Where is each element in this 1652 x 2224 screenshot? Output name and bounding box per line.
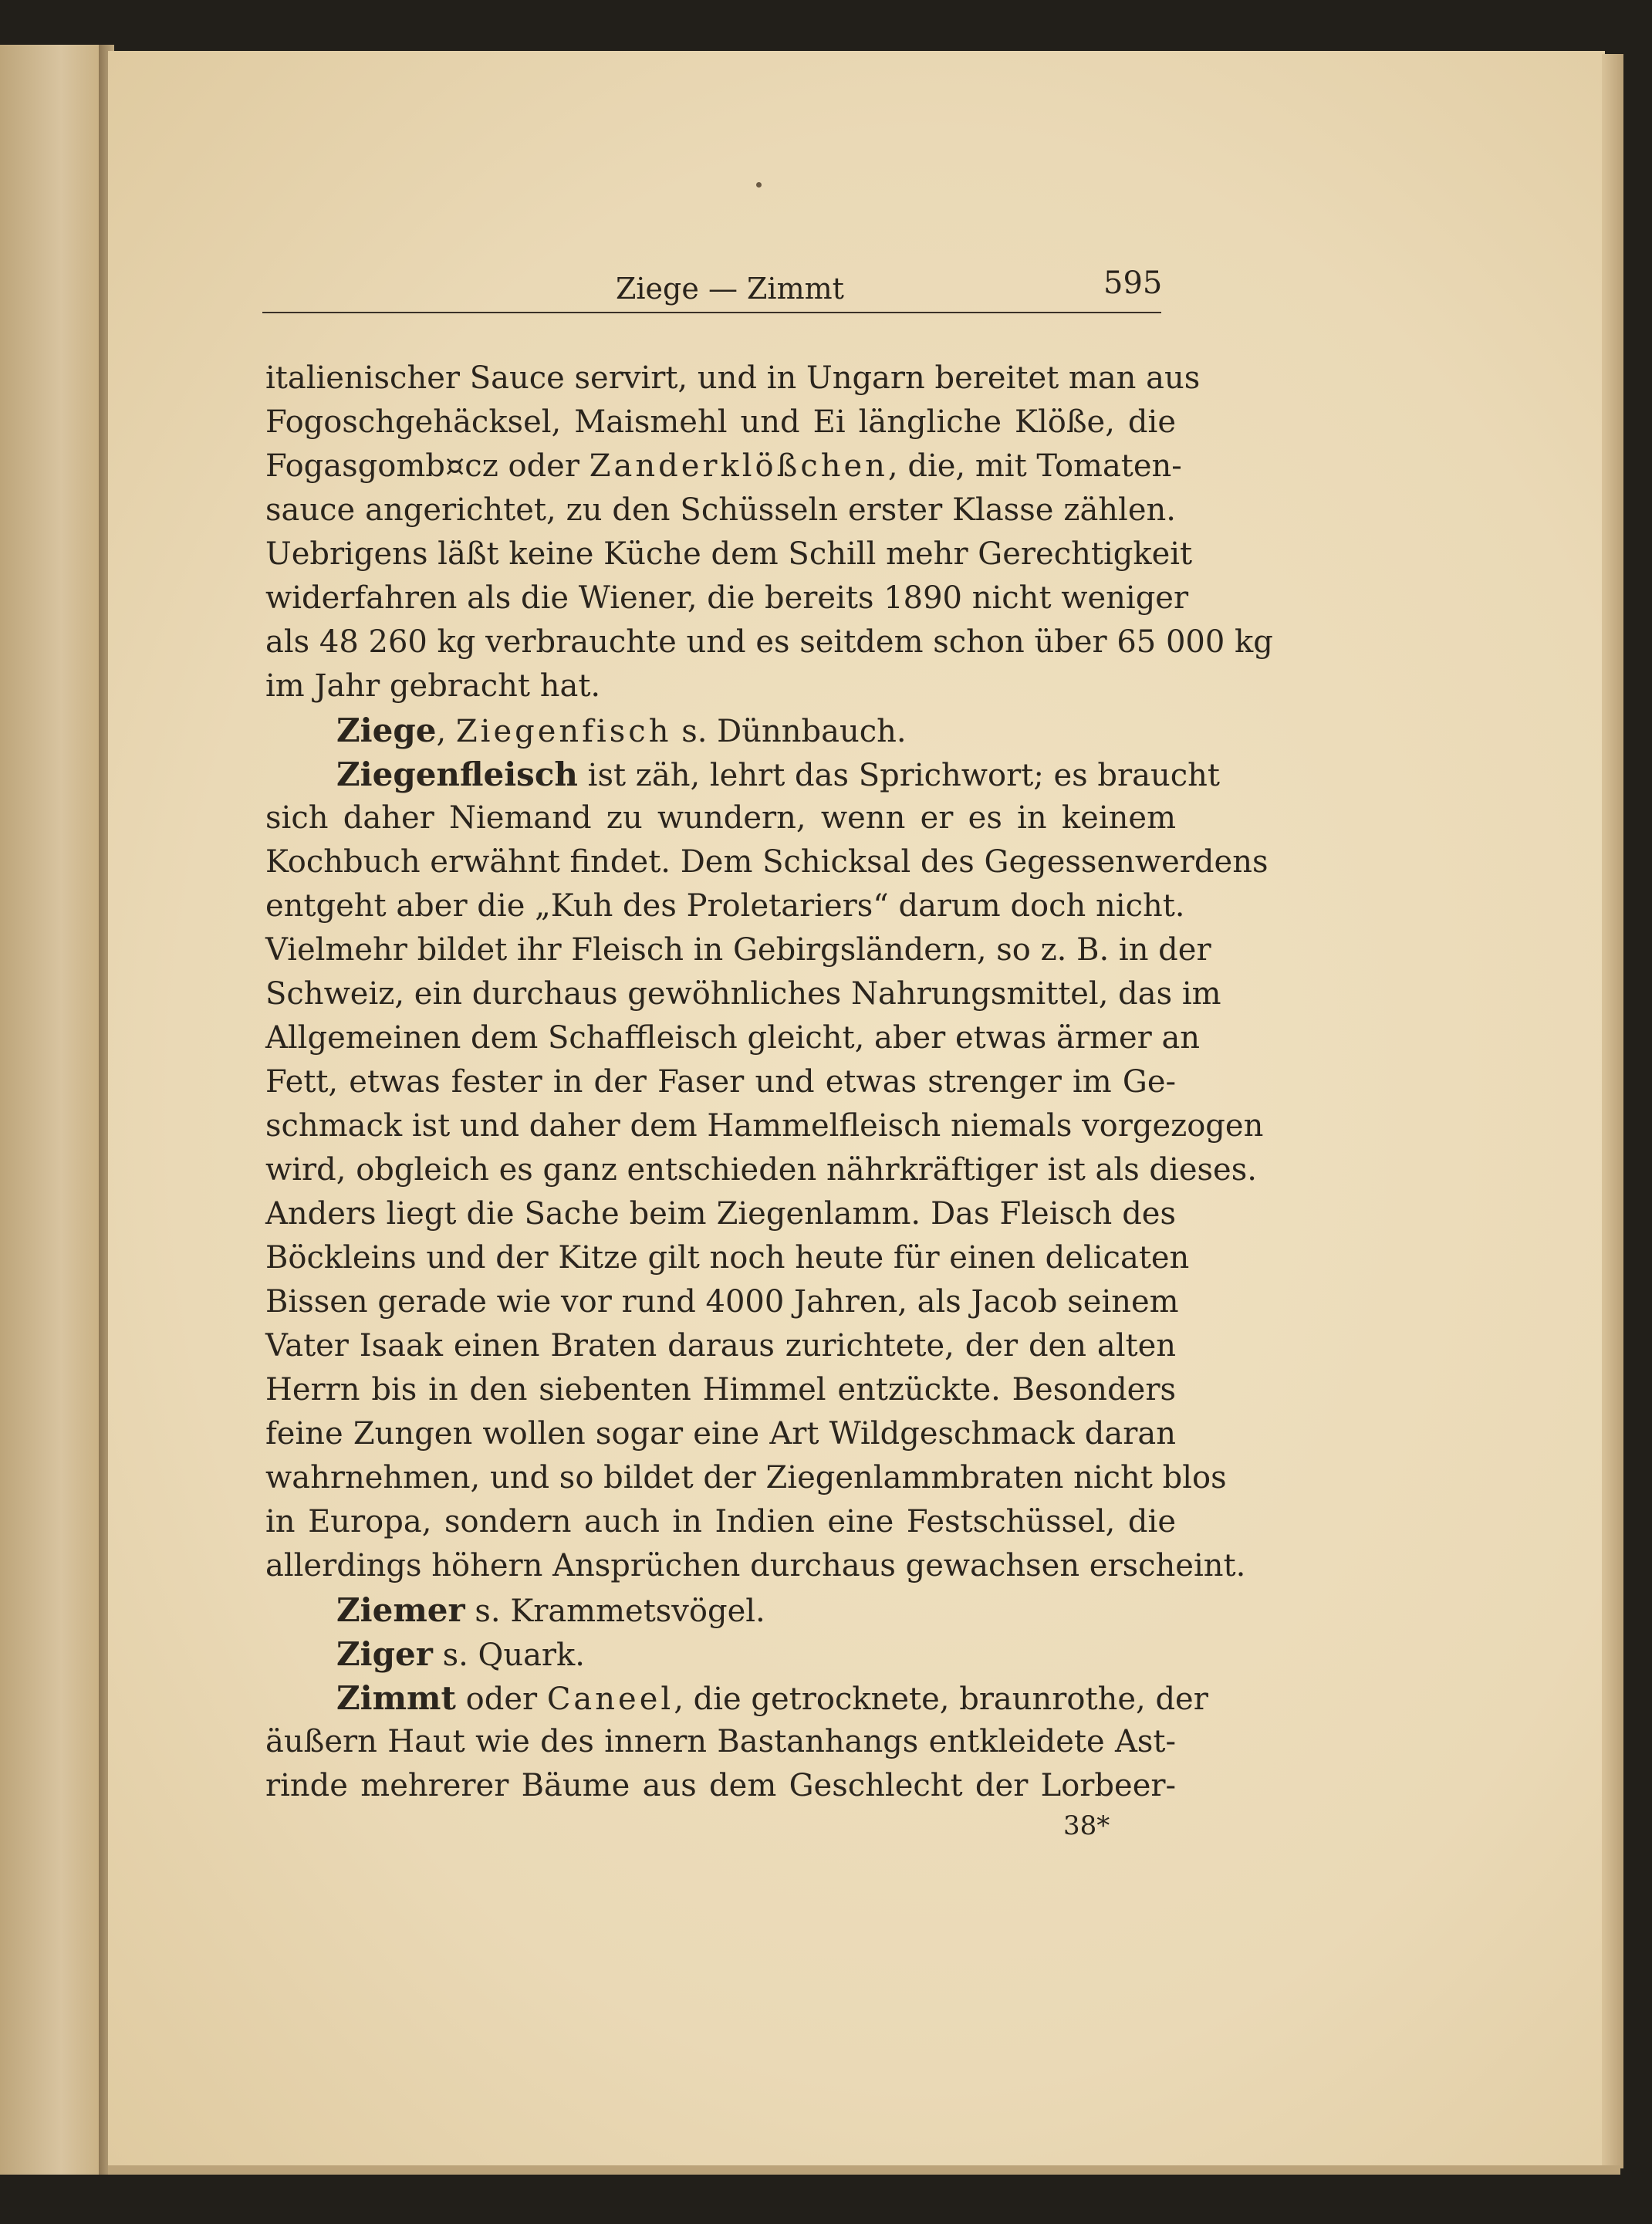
entry-ref-tail: s. Dünnbauch.: [681, 714, 907, 749]
signature-mark: 38*: [1063, 1810, 1110, 1841]
entry-headword: Ziege: [336, 711, 437, 749]
text-line: als 48 260 kg verbrauchte und es seitdem schon über 65 000 kg: [265, 624, 1273, 660]
text-line: allerdings höhern Ansprüchen durchaus gewachsen erscheint.: [265, 1548, 1246, 1584]
text-line: in Europa, sondern auch in Indien eine Festschüssel, die: [265, 1504, 1176, 1540]
text-line: Kochbuch erwähnt findet. Dem Schicksal des Gegessenwerdens: [265, 844, 1269, 880]
text-line: entgeht aber die „Kuh des Proletariers“ darum doch nicht.: [265, 888, 1185, 924]
text-line-content: Fogasgomb¤cz oder Zanderklößchen, die, mit Tomaten-: [265, 448, 1182, 484]
entry-ziemer: [265, 1588, 1176, 1632]
spaced-term: Zanderklößchen: [589, 448, 888, 484]
text-line: im Jahr gebracht hat.: [265, 668, 601, 704]
entry-ziger: [265, 1632, 1176, 1676]
entry-zimmt: [265, 1676, 1208, 1720]
text-line: sauce angerichtet, zu den Schüsseln erster Klasse zählen.: [265, 492, 1176, 528]
text-line: Schweiz, ein durchaus gewöhnliches Nahrungsmittel, das im: [265, 976, 1221, 1012]
text-line: wird, obgleich es ganz entschieden nährkräftiger ist als dieses.: [265, 1152, 1257, 1188]
entry-headword: Ziger: [336, 1635, 433, 1673]
entry-ref-term: Ziegenfisch: [455, 714, 672, 749]
text-line: Fett, etwas fester in der Faser und etwas strenger im Ge-: [265, 1064, 1176, 1100]
text-line: Vater Isaak einen Braten daraus zurichtete, der den alten: [265, 1328, 1176, 1364]
text-line: Allgemeinen dem Schaffleisch gleicht, aber etwas ärmer an: [265, 1020, 1201, 1056]
entry-headword: Zimmt: [336, 1679, 456, 1717]
entry-ziege: Ziege, Ziegenfisch s. Dünnbauch.: [336, 711, 907, 749]
text-line: Böckleins und der Kitze gilt noch heute für einen delicaten: [265, 1240, 1190, 1276]
text-line: Fogoschgehäcksel, Maismehl und Ei längliche Klöße, die: [265, 404, 1176, 440]
text-line: Anders liegt die Sache beim Ziegenlamm. Das Fleisch des: [265, 1196, 1176, 1232]
entry-headword: Ziegenfleisch: [336, 755, 578, 793]
text-line: [265, 444, 1182, 488]
text-line: Herrn bis in den siebenten Himmel entzückte. Besonders: [265, 1372, 1176, 1408]
text-line: widerfahren als die Wiener, die bereits 1890 nicht weniger: [265, 580, 1189, 616]
text-line: italienischer Sauce servirt, und in Ungarn bereitet man aus: [265, 360, 1201, 396]
text-line: schmack ist und daher dem Hammelfleisch niemals vorgezogen: [265, 1108, 1264, 1144]
text-line: Bissen gerade wie vor rund 4000 Jahren, als Jacob seinem: [265, 1284, 1179, 1320]
text-line: sich daher Niemand zu wundern, wenn er es in keinem: [265, 800, 1176, 836]
page-number: 595: [1103, 265, 1163, 301]
entry-text: s. Quark.: [442, 1638, 585, 1673]
body-text: [265, 357, 1273, 1808]
text-line: rinde mehrerer Bäume aus dem Geschlecht der Lorbeer-: [265, 1768, 1176, 1803]
entry-text: , die getrocknete, braunrothe, der: [674, 1682, 1208, 1717]
page-fore-edge: [1602, 54, 1623, 2168]
text-line: Vielmehr bildet ihr Fleisch in Gebirgsländern, so z. B. in der: [265, 932, 1211, 968]
entry-headword: Ziemer: [336, 1591, 465, 1629]
entry-spaced-term: Caneel: [546, 1682, 674, 1717]
text-line: Uebrigens läßt keine Küche dem Schill mehr Gerechtigkeit: [265, 536, 1193, 572]
left-page-edge: [0, 45, 102, 2175]
paper-speck: [756, 182, 762, 188]
entry-text: oder: [465, 1682, 538, 1717]
running-title: Ziege — Zimmt: [616, 272, 844, 306]
page-bottom-edge: [108, 2165, 1620, 2175]
text-line: feine Zungen wollen sogar eine Art Wildgeschmack daran: [265, 1416, 1176, 1452]
entry-text: ist zäh, lehrt das Sprichwort; es braucht: [587, 758, 1220, 793]
header-rule: [262, 312, 1161, 313]
text-line: äußern Haut wie des innern Bastanhangs entkleidete Ast-: [265, 1724, 1176, 1759]
entry-text: s. Krammetsvögel.: [475, 1594, 765, 1629]
entry-ziegenfleisch: [265, 752, 1220, 796]
text-line: wahrnehmen, und so bildet der Ziegenlammbraten nicht blos: [265, 1460, 1227, 1496]
